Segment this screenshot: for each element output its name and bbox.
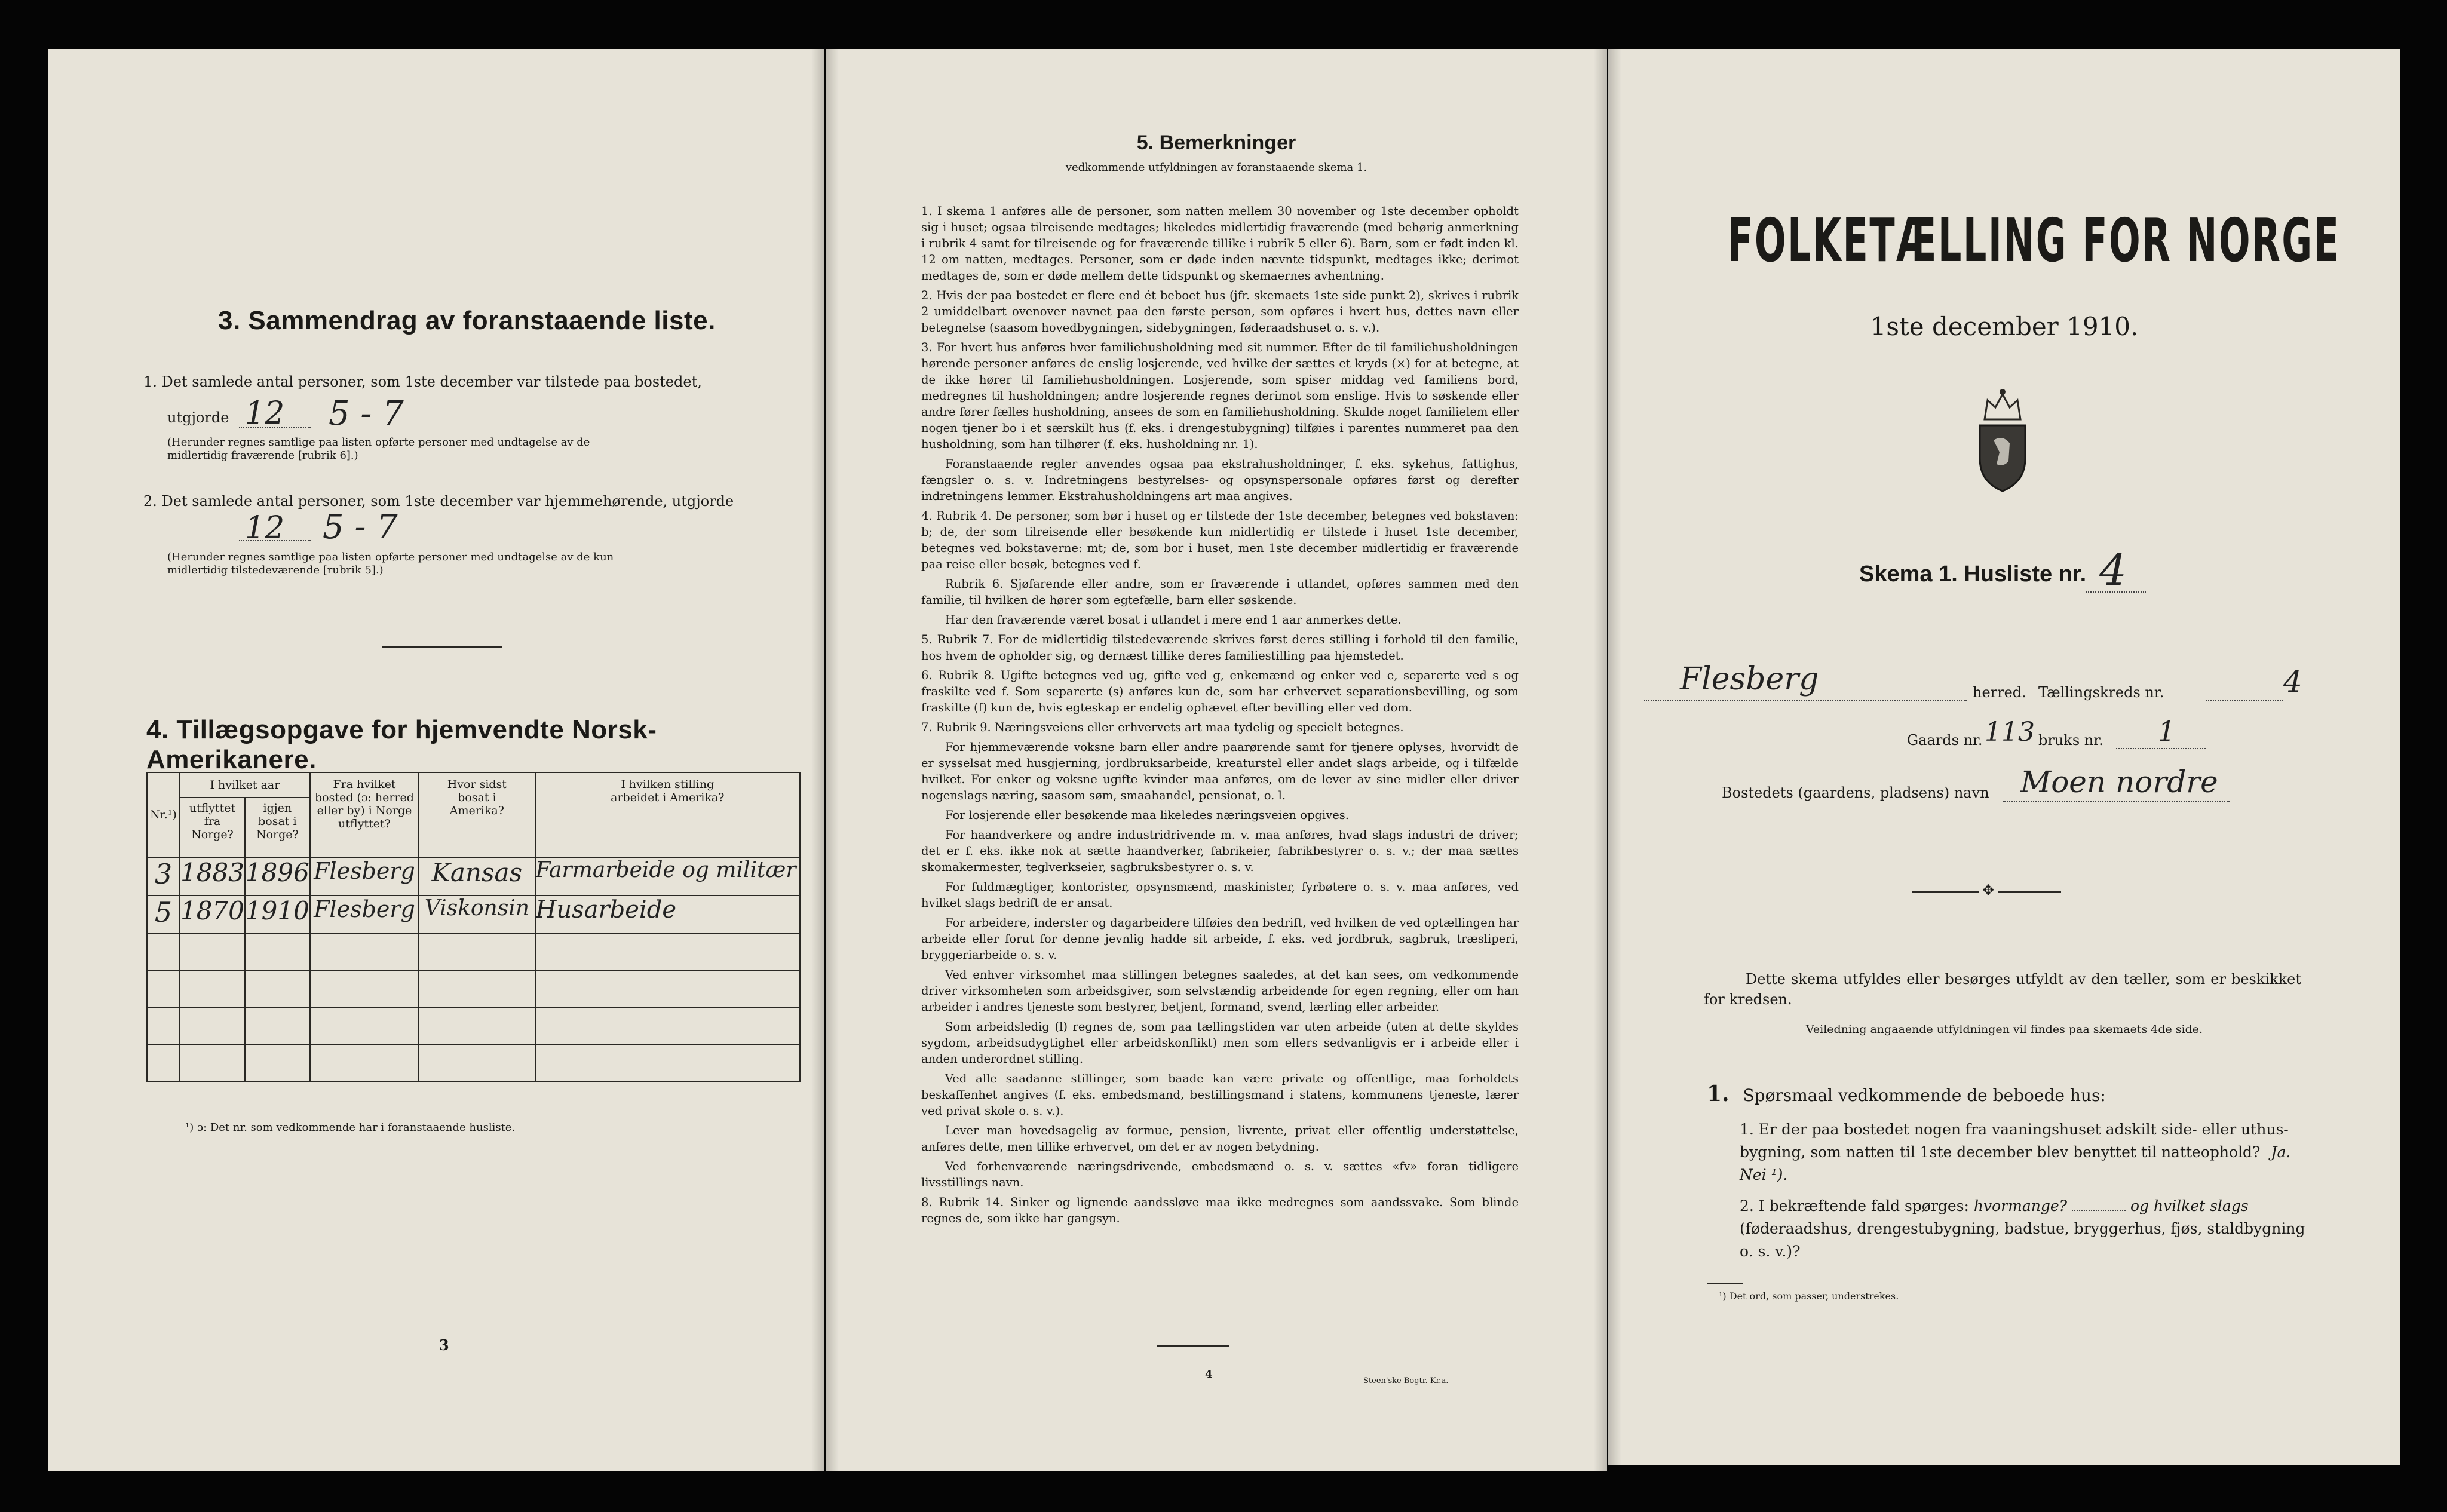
col-returned: igjen bosat i Norge?	[245, 798, 310, 857]
row2-job: Husarbeide	[535, 895, 800, 934]
question-2	[1740, 1195, 2313, 1263]
husliste-nr: 4	[2099, 545, 2127, 595]
remark-7g: Ved enhver virksomhet maa stillingen betegnes saaledes, at det kan sees, om vedkommende driver virksomheten som arbeidsgiver, som selvstændig arbeidende for egen regning, eller om han arbeider i andres tjeneste som bestyrer, betjent, formand, svend, lærling eller arbeider.	[921, 968, 1519, 1014]
left-page	[48, 49, 824, 1471]
kreds-dots	[2206, 700, 2283, 701]
item1-text: 1. Det samlede antal personer, som 1ste december var tilstede paa bostedet,	[143, 373, 702, 390]
norwegian-coat-of-arms	[1967, 384, 2038, 497]
table-row	[147, 1008, 800, 1045]
table-footnote: ¹) ɔ: Det nr. som vedkommende har i foranstaaende husliste.	[185, 1121, 516, 1134]
bottom-rule	[1157, 1345, 1229, 1347]
remark-3: 3. For hvert hus anføres hver familiehusholdning med sit nummer. Efter de til familiehusholdningen hørende personer anføres de enslig losjerende, ved hvilke der sættes et kryds (×) for at betegne, at de ikke hører til familiehusholdningen. Losjerende, som spiser middag ved familiens bord, medregnes til husholdningen; andre losjerende regnes derimot som enslige. Hvis to søskende eller andre fører fælles husholdning, ansees de som en familiehusholdning. Skulde noget familielem eller nogen tjener bo i et særskilt hus (f. eks. i drengestubygning) tilføies i parentes nummeret paa den husholdning, som han tilhører (f. eks. husholdning nr. 1).	[921, 341, 1519, 451]
item2-note: (Herunder regnes samtlige paa listen opførte personer med undtagelse av de kun midlertidig tilstedeværende [rubrik 5].)	[167, 551, 614, 576]
remark-5: 5. Rubrik 7. For de midlertidig tilstedeværende skrives først deres stilling i forhold til den familie, hos hvem de opholder sig, og dernæst tillike deres familiestilling paa hjemstedet.	[921, 633, 1519, 663]
row2-back: 1910	[245, 895, 310, 934]
section4-title: 4. Tillægsopgave for hjemvendte Norsk-Amerikanere.	[146, 715, 657, 774]
row1-out: 1883	[180, 857, 245, 895]
remarks-subtitle: vedkommende utfyldningen av foranstaaende skema 1.	[1065, 161, 1367, 174]
item1-split: 5 - 7	[329, 394, 404, 433]
question-2-text: 2. I bekræftende fald spørges:	[1740, 1197, 1969, 1214]
item2-split: 5 - 7	[323, 508, 398, 547]
bosted-label: Bostedets (gaardens, pladsens) navn	[1722, 784, 1989, 801]
divider	[382, 646, 502, 648]
bruks-value: 1	[2158, 715, 2176, 747]
table-row	[147, 857, 800, 895]
remark-7e: For fuldmægtiger, kontorister, opsynsmænd, maskinister, fyrbøtere o. s. v. maa anføres, ved hvilket slags bedrift de er ansat.	[921, 880, 1519, 910]
herred-label: herred.	[1973, 684, 2026, 701]
question-1-options: Ja. Nei ¹).	[1740, 1143, 2291, 1183]
instruction-text: Dette skema utfyldes eller besørges utfyldt av den tæller, som er beskikket for kredsen.	[1704, 971, 2301, 1008]
herred-value: Flesberg	[1680, 661, 1819, 697]
row2-out: 1870	[180, 895, 245, 934]
remark-7k: Ved forhenværende næringsdrivende, embedsmænd o. s. v. sættes «fv» foran tidligere livsstillings navn.	[921, 1160, 1519, 1189]
row1-where: Kansas	[419, 857, 535, 895]
row1-job: Farmarbeide og militær	[535, 857, 800, 895]
questions-heading-text: Spørsmaal vedkommende de beboede hus:	[1743, 1085, 2106, 1105]
page-number: 4	[1205, 1368, 1213, 1381]
husliste-dots	[2086, 591, 2146, 593]
question-2-dots	[2072, 1210, 2126, 1211]
row2-from: Flesberg	[310, 895, 419, 934]
item2-value: 12	[245, 510, 285, 546]
row1-from: Flesberg	[310, 857, 419, 895]
col-nr: Nr.¹)	[147, 772, 180, 857]
remark-7f: For arbeidere, inderster og dagarbeidere tilføies den bedrift, ved hvilken de ved optællingen har arbeide eller forut for denne jevnlig hadde sit arbeide, f. eks. ved jordbruk, sagbruk, træsliperi, bryggeriarbeide o. s. v.	[921, 916, 1519, 962]
table-row	[147, 971, 800, 1008]
item2-text: 2. Det samlede antal personer, som 1ste december var hjemmehørende, utgjorde	[143, 493, 734, 510]
bosted-value: Moen nordre	[2020, 765, 2218, 799]
skema-label: Skema 1. Husliste nr.	[1859, 562, 2087, 587]
col-last-place: Hvor sidst bosat i Amerika?	[419, 772, 535, 857]
table-row	[147, 895, 800, 934]
remarks-list	[921, 203, 1519, 1230]
table-row	[147, 1045, 800, 1082]
col-emigrated: utflyttet fra Norge?	[180, 798, 245, 857]
section3-title: 3. Sammendrag av foranstaaende liste.	[218, 306, 716, 335]
herred-dots	[1644, 700, 1967, 701]
returnees-table	[146, 772, 801, 1082]
footnote-rule	[1707, 1283, 1743, 1284]
page-number: 3	[439, 1336, 449, 1354]
bruks-label: bruks nr.	[2038, 732, 2103, 749]
question-2-kind: og hvilket slags	[2130, 1197, 2249, 1214]
question-2-how-many: hvormange?	[1973, 1197, 2068, 1214]
ornament-icon: ✥	[1979, 882, 1998, 898]
remark-4: 4. Rubrik 4. De personer, som bør i huset og er tilstede der 1ste december, betegnes ved bokstaven: b; de, der som tilreisende eller besøkende kun midlertidig er tilstede i huset 1ste december, betegnes ved bokstaverne: mt; de, som bor i huset, men 1ste december midlertidig er fraværende paa reise eller besøk, betegnes ved f.	[921, 509, 1519, 571]
remark-7d: For haandverkere og andre industridrivende m. v. maa anføres, hvad slags industri de driver; det er f. eks. ikke nok at sætte haandverker, fabrikeier, fabrikbestyrer o. s. v.; der maa sættes skomakermester, teglverkseier, sagbruksbestyrer o. s. v.	[921, 828, 1519, 874]
remark-7j: Lever man hovedsagelig av formue, pension, livrente, privat eller offentlig understøttelse, anføres dette, men tillike erhvervet, om det er av nogen betydning.	[921, 1124, 1519, 1154]
remark-1: 1. I skema 1 anføres alle de personer, som natten mellem 30 november og 1ste december opholdt sig i huset; ogsaa tilreisende medtages; likeledes midlertidig fraværende (med behørig anmerkning i rubrik 4 samt for tilreisende og for fraværende tillike i rubrik 5 eller 6). Barn, som er født inden kl. 12 om natten, medtages. Personer, som er døde inden nævnte tidspunkt, medtages ikke; derimot medtages de, som er døde mellem dette tidspunkt og skemaernes avhentning.	[921, 204, 1519, 283]
remark-7h: Som arbeidsledig (l) regnes de, som paa tællingstiden var uten arbeide (uten at dette skyldes sygdom, arbeidsudygtighet eller arbeidskonflikt) men som ellers sedvanligvis er i arbeide eller i anden underordnet stilling.	[921, 1020, 1519, 1066]
kreds-label: Tællingskreds nr.	[2038, 684, 2164, 701]
remark-3b: Foranstaaende regler anvendes ogsaa paa ekstrahusholdninger, f. eks. sykehus, fattighus, fængsler o. s. v. Indretningens bestyrelses- og opsynspersonale opføres først og derefter indretningens lemmer. Ekstrahusholdningens art maa angives.	[921, 457, 1519, 503]
questions-heading: 1. Spørsmaal vedkommende de beboede hus:	[1707, 1081, 2106, 1106]
row1-back: 1896	[245, 857, 310, 895]
question-2-detail: (føderaadshus, drengestubygning, badstue, bryggerhus, fjøs, staldbygning o. s. v.)?	[1740, 1220, 2305, 1260]
middle-page	[826, 49, 1607, 1471]
remark-7b: For hjemmeværende voksne barn eller andre paarørende samt for tjenere oplyses, hvorvidt de er sysselsat med husgjerning, jordbruksarbeide, kreaturstel eller andet slags arbeide, og i tilfælde hvilket. For enker og voksne ugifte kvinder maa anføres, om de lever av sine midler eller driver nogenslags næring, saasom søm, smaahandel, pensionat, o. l.	[921, 740, 1519, 802]
row2-where: Viskonsin	[419, 895, 535, 934]
item2-dots	[239, 540, 311, 541]
remark-7c: For losjerende eller besøkende maa likeledes næringsveien opgives.	[945, 808, 1349, 822]
gaards-value: 113	[1985, 717, 2035, 747]
guidance-text: Veiledning angaaende utfyldningen vil findes paa skemaets 4de side.	[1805, 1023, 2203, 1036]
item1-value: 12	[245, 395, 285, 431]
col-from-place: Fra hvilket bosted (ɔ: herred eller by) i Norge utflyttet?	[310, 772, 419, 857]
remark-4c: Har den fraværende været bosat i utlandet i mere end 1 aar anmerkes dette.	[945, 613, 1402, 627]
footnote: ¹) Det ord, som passer, understrekes.	[1719, 1290, 1899, 1302]
bruks-dots	[2116, 748, 2206, 749]
census-date: 1ste december 1910.	[1870, 312, 2139, 341]
table-row	[147, 934, 800, 971]
row2-nr: 5	[147, 895, 180, 934]
col-occupation: I hvilken stilling arbeidet i Amerika?	[535, 772, 800, 857]
census-title: FOLKETÆLLING FOR NORGE	[1728, 206, 2341, 275]
remark-8: 8. Rubrik 14. Sinker og lignende aandssløve maa ikke medregnes som aandssvake. Som blinde regnes de, som ikke har gangsyn.	[921, 1195, 1519, 1225]
kreds-value: 4	[2283, 664, 2302, 699]
col-year-group: I hvilket aar	[180, 772, 310, 798]
remark-7i: Ved alle saadanne stillinger, som baade kan være private og offentlige, maa forholdets beskaffenhet angives (f. eks. embedsmand, bestillingsmand i statens, kommunens tjeneste, lærer ved privat skole o. s. v.).	[921, 1072, 1519, 1118]
row1-nr: 3	[147, 857, 180, 895]
remark-4b: Rubrik 6. Sjøfarende eller andre, som er fraværende i utlandet, opføres sammen med den familie, til hvilken de hører som egtefælle, barn eller søskende.	[921, 577, 1519, 607]
item1-utgjorde: utgjorde	[167, 409, 229, 426]
right-page	[1608, 49, 2400, 1465]
remarks-title: 5. Bemerkninger	[1136, 131, 1296, 154]
printer-mark: Steen'ske Bogtr. Kr.a.	[1363, 1376, 1449, 1385]
item1-note: (Herunder regnes samtlige paa listen opførte personer med undtagelse av de midlertidig fraværende [rubrik 6].)	[167, 436, 590, 462]
remark-6: 6. Rubrik 8. Ugifte betegnes ved ug, gifte ved g, enkemænd og enker ved e, separerte ved s og fraskilte ved f. Som separerte (s) anføres kun de, som har erhvervet separationsbevilling, og som fraskilte (f) kun de, hvis egteskap er endelig ophævet efter bevilling eller ved dom.	[921, 668, 1519, 714]
question-1-text: 1. Er der paa bostedet nogen fra vaaningshuset adskilt side- eller uthus-bygning, som natten til 1ste december blev benyttet til natteophold?	[1740, 1121, 2289, 1161]
remark-7: 7. Rubrik 9. Næringsveiens eller erhvervets art maa tydelig og specielt betegnes.	[921, 720, 1404, 734]
bosted-dots	[2003, 801, 2230, 802]
item1-dots	[239, 427, 311, 428]
question-1	[1740, 1118, 2313, 1186]
remark-2: 2. Hvis der paa bostedet er flere end ét beboet hus (jfr. skemaets 1ste side punkt 2), skrives i rubrik 2 umiddelbart ovenover navnet paa den første person, som opføres i hvert hus, dettes navn eller betegnelse (saasom hovedbygningen, sidebygningen, føderaadshuset o. s. v.).	[921, 289, 1519, 335]
gaards-label: Gaards nr.	[1907, 732, 1983, 749]
